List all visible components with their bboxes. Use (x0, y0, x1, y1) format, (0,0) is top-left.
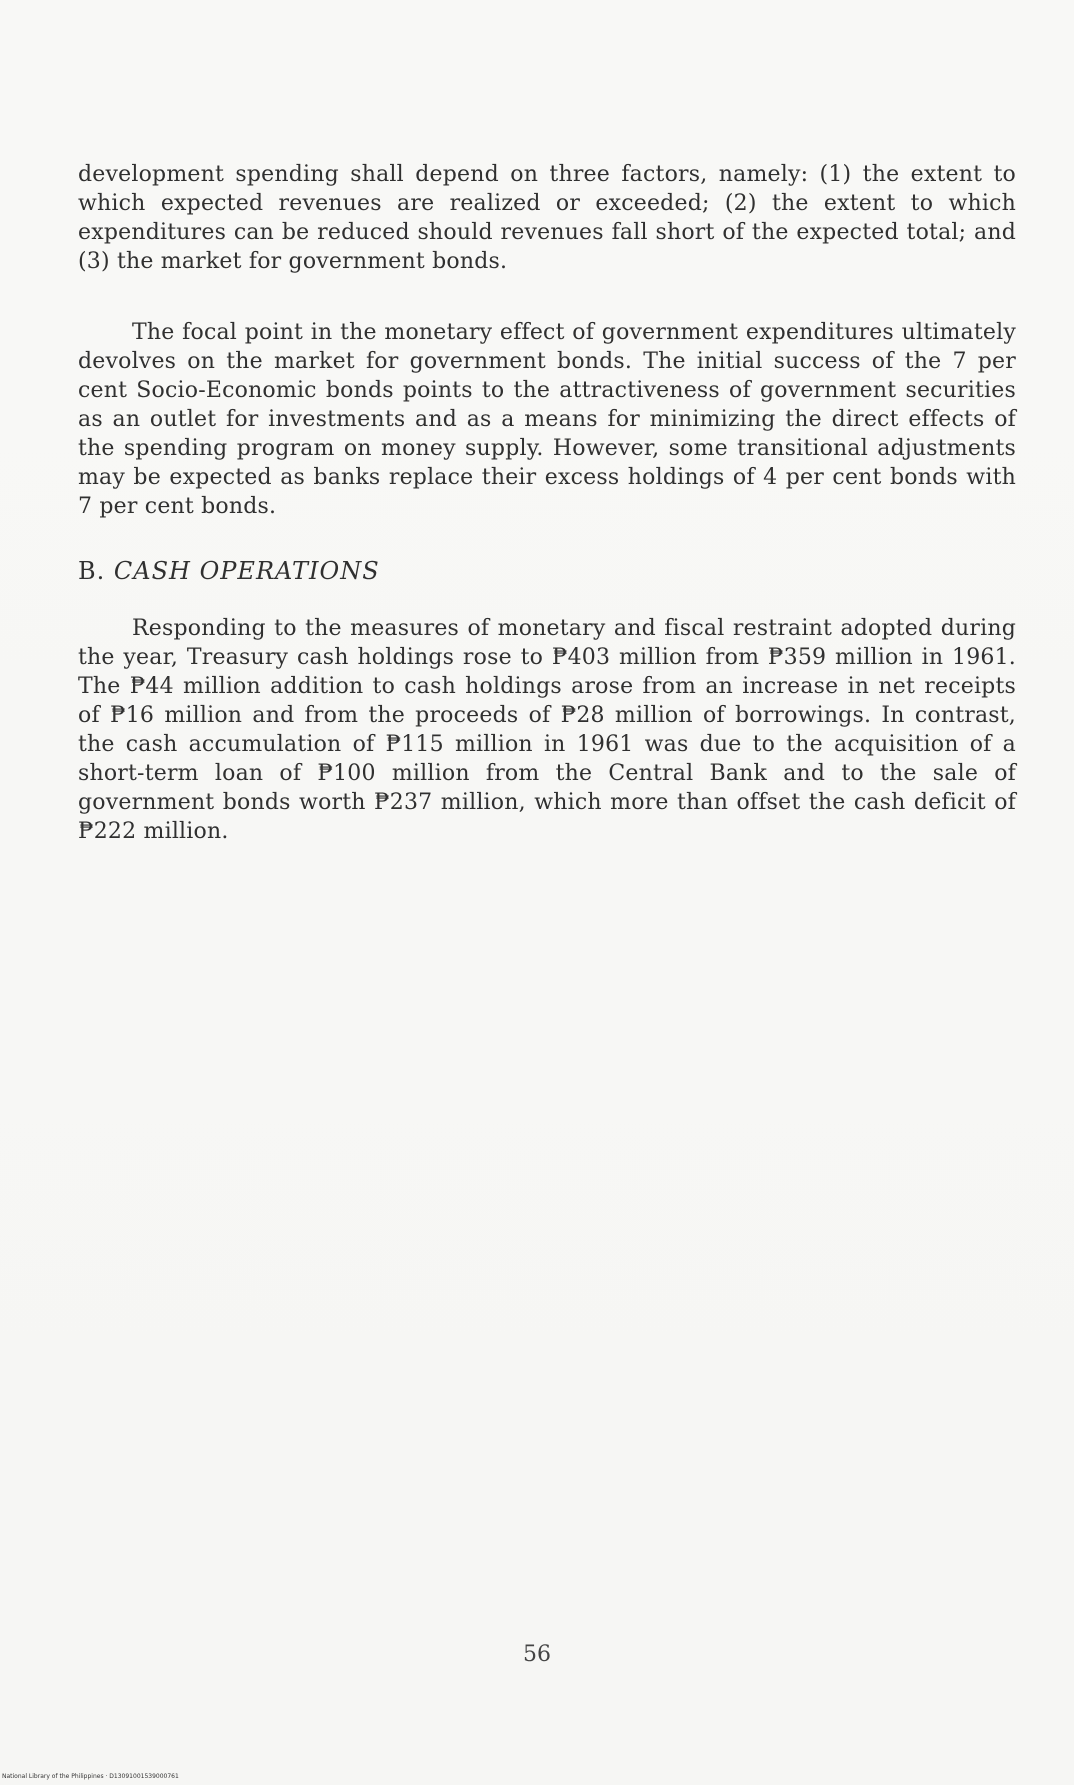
paragraph-text: The focal point in the monetary effect of government expenditures ultimately devolves on the market for government bonds. The initial success of the 7 per cent Socio-Economic bonds points to the attractiveness of government securities as an outlet for investments and as a means for minimizing the direct effects of the spending program on money supply. However, some transitional adjustments may be expected as banks replace their excess holdings of 4 per cent bonds with 7 per cent bonds. (78, 320, 1016, 519)
paragraph-government-bonds-market (78, 318, 1016, 521)
paragraph-development-spending (78, 160, 1016, 276)
paragraph-cash-operations (78, 614, 1016, 846)
section-heading-title: CASH OPERATIONS (113, 557, 380, 585)
footer-credit: National Library of the Philippines · D13091001539000761 (2, 1773, 179, 1780)
paragraph-text: development spending shall depend on three factors, namely: (1) the extent to which expected revenues are realized or exceeded; (2) the extent to which expenditures can be reduced should revenues fall short of the expected total; and (3) the market for government bonds. (78, 162, 1016, 274)
section-heading-prefix: B. (78, 557, 106, 585)
page-number: 56 (523, 1642, 551, 1667)
section-heading (78, 557, 380, 585)
paragraph-text: Responding to the measures of monetary and fiscal restraint adopted during the year, Treasury cash holdings rose to ₱403 million from ₱359 million in 1961. The ₱44 million addition to cash holdings arose from an increase in net receipts of ₱16 million and from the proceeds of ₱28 million of borrowings. In contrast, the cash accumulation of ₱115 million in 1961 was due to the acquisition of a short-term loan of ₱100 million from the Central Bank and to the sale of government bonds worth ₱237 million, which more than offset the cash deficit of ₱222 million. (78, 616, 1016, 844)
